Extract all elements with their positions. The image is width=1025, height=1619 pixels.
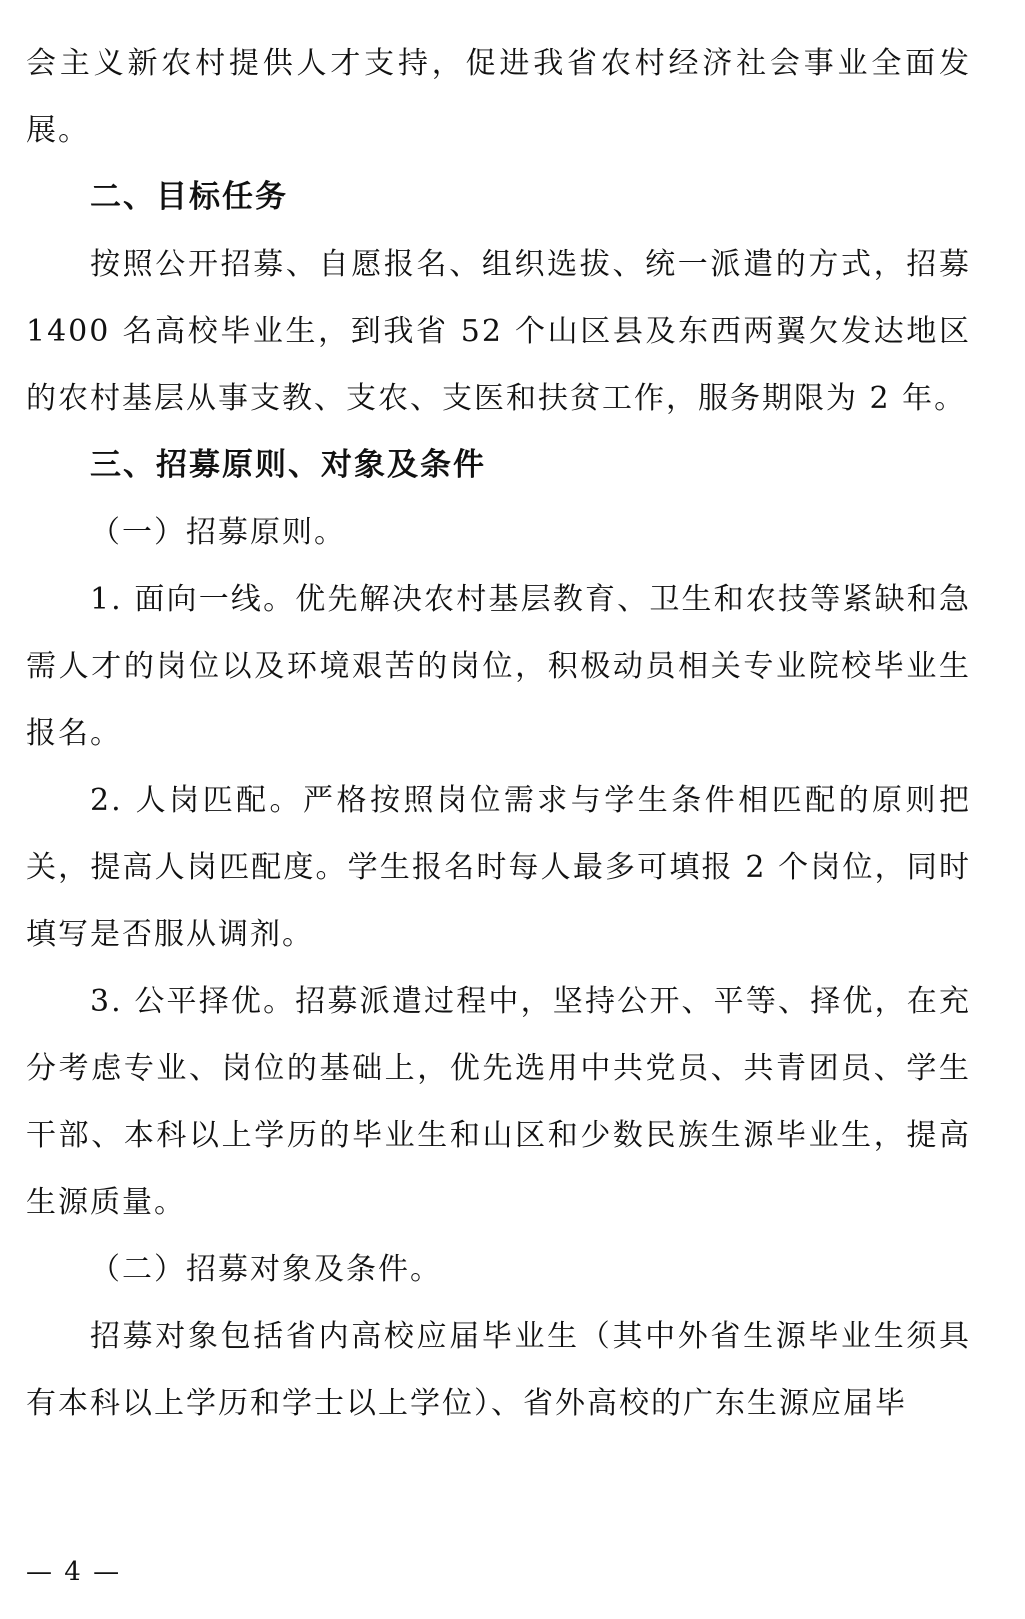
subsection-heading-targets: （二）招募对象及条件。 [90, 1252, 442, 1287]
subsection-heading-principles: （一）招募原则。 [90, 515, 346, 550]
section-heading-principles: 三、招募原则、对象及条件 [90, 447, 486, 483]
paragraph-targets: 招募对象包括省内高校应届毕业生（其中外省生源毕业生须具有本科以上学历和学士以上学位）、省外高校的广东生源应届毕 [26, 1319, 971, 1421]
paragraph-principle-1: 1. 面向一线。优先解决农村基层教育、卫生和农技等紧缺和急需人才的岗位以及环境艰苦的岗位，积极动员相关专业院校毕业生报名。 [26, 582, 971, 751]
page-number: — 4 — [26, 1557, 122, 1587]
paragraph-objectives: 按照公开招募、自愿报名、组织选拔、统一派遣的方式，招募 1400 名高校毕业生，到我省 52 个山区县及东西两翼欠发达地区的农村基层从事支教、支农、支医和扶贫工作，服务期限为 2 年。 [26, 247, 971, 416]
paragraph-continuation: 会主义新农村提供人才支持，促进我省农村经济社会事业全面发展。 [26, 46, 971, 148]
paragraph-principle-3: 3. 公平择优。招募派遣过程中，坚持公开、平等、择优，在充分考虑专业、岗位的基础上，优先选用中共党员、共青团员、学生干部、本科以上学历的毕业生和山区和少数民族生源毕业生，提高生源质量。 [26, 984, 971, 1220]
paragraph-principle-2: 2. 人岗匹配。严格按照岗位需求与学生条件相匹配的原则把关，提高人岗匹配度。学生报名时每人最多可填报 2 个岗位，同时填写是否服从调剂。 [26, 783, 971, 952]
section-heading-objectives: 二、目标任务 [90, 179, 288, 215]
document-page [26, 30, 971, 1437]
